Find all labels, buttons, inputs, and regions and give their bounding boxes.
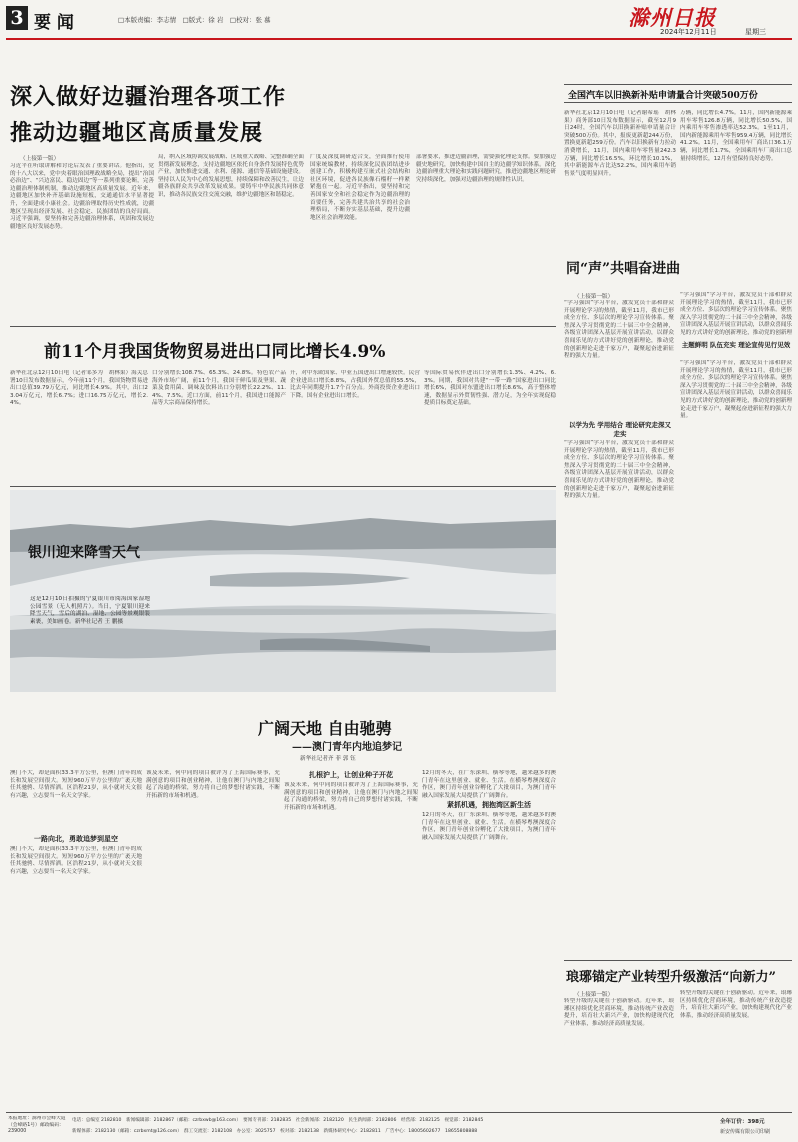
- masthead-divider: [6, 38, 792, 40]
- auto-title-rule-top: [564, 84, 792, 85]
- issue-date: 2024年12月11日: [660, 28, 717, 36]
- voice-subhead-1: 以学为先 学用结合 理论研究走深又走实: [568, 421, 672, 438]
- trade-rule-bottom: [10, 486, 556, 487]
- lead-headline-2: 推动边疆地区高质量发展: [10, 120, 264, 146]
- auto-title-rule-bottom: [564, 102, 792, 103]
- voice-headline: 同“声”共唱奋进曲: [566, 261, 681, 277]
- macao-byline: 新华社记者齐 菲 郭 钰: [300, 756, 356, 762]
- trade-column-1: 新华社北京12月10日电（记者邹多为 胡林果）海关总署10日发布数据显示，今年前11个月，我国货物贸易进出口总值39.79万亿元，同比增长4.9%。其中，出口23.04万亿元，增长6.7%；进口16.75万亿元，增长2.4%。: [10, 370, 148, 407]
- voice-column-left-2: “学习强国”学习平台，激发党员干部和群众开展理论学习的热情，截至11月，我市已形成全方位、多层次的理论学习宣传体系。聚焦深入学习贯彻党的二十届三中全会精神，各级宣讲团深入基层开展宣讲活动，以群众喜闻乐见的方式讲好党的创新理论，推动党的创新理论走进千家万户，凝聚起奋进新征程的强大力量。: [564, 440, 674, 500]
- trade-headline: 前11个月我国货物贸易进出口同比增长4.9%: [44, 342, 386, 362]
- macao-column-3: 该及未来，何中同的项目被评为了上海国际赛事，充满创意的项目和创业精神，让他在澳门与内地之间架起了沟通的桥梁，努力将自己的梦想付诸实践，不断开拓新的市场和机遇。: [284, 782, 418, 811]
- lead-column-1: 习近平在听取讲解和讨论后发表了重要讲话。他指出，党的十八大以来，党中央着眼治国理政战略全局，提出“治国必治边”、“兴边富民、稳边固边”等一系列重要论断，完善边疆治理体制机制，推动边疆地区高质量发展。近年来，边疆地区加快补齐基础设施短板，交通通信水平显著提升，全面建成小康社会。边疆治理取得历史性成就，边疆地区呈现出经济发展、社会稳定、民族团结的良好局面。习近平强调，要坚持和完善边疆治理体系，巩固和发展边疆地区良好发展态势。: [10, 163, 154, 230]
- macao-subheadline: ——澳门青年内地追梦记: [292, 742, 402, 753]
- culture-headline: 琅琊锚定产业转型升级激活“向新力”: [566, 970, 776, 985]
- macao-column-4: 12月的冬天，在广东深圳、横琴等地，越来越多的澳门青年在这里创业、就业、生活。在横琴粤澳深度合作区，澳门青年创业谷孵化了大批项目，为澳门青年融入国家发展大局提供了广阔舞台。: [422, 770, 556, 798]
- lead-column-2: 局，纳入区域协调发展战略、区域重大战略、完整准确全面贯彻新发展理念，支持边疆地区依托自身条件发展特色优势产业，加快推进交通、水利、能源、通信等基础设施建设。坚持以人民为中心的发展思想，持续保障和改善民生，让边疆各族群众共享改革发展成果。要铸牢中华民族共同体意识，推动各民族交往交流交融，维护边疆地区和谐稳定。: [158, 154, 304, 198]
- culture-column-2: 转型升级的关键在于创新驱动。近年来，琅琊区持续优化营商环境，推动传统产业改造提升，培育壮大新兴产业，加快构建现代化产业体系，推动经济高质量发展。: [680, 990, 792, 1019]
- voice-column-right-2: “学习强国”学习平台，激发党员干部和群众开展理论学习的热情，截至11月，我市已形成全方位、多层次的理论学习宣传体系。聚焦深入学习贯彻党的二十届三中全会精神，各级宣讲团深入基层开展宣讲活动，以群众喜闻乐见的方式讲好党的创新理论，推动党的创新理论走进千家万户，凝聚起奋进新征程的强大力量。: [680, 360, 792, 420]
- macao-subhead-1: 一路向北，勇敢追梦到星空: [34, 835, 118, 843]
- auto-headline: 全国汽车以旧换新补贴申请量合计突破500万份: [568, 91, 758, 101]
- footer-phones: 电话：总编室 2182810 新闻编辑部：2182867（邮箱：czrbxwb@163.com） 要闻专刊部：2182835 社会新闻部：2182120 民生新闻部：2182806 经营部：2182125 视觉部：2182845: [72, 1118, 484, 1123]
- auto-column-2: 万辆，同比增长4.7%。11月，国内新能源乘用车零售126.8万辆，同比增长50.5%，国内乘用车零售渗透率达52.3%。1至11月，国内新能源乘用车零售959.4万辆，同比增长41.2%。11月，全国乘用车厂商出口36.1万辆，同比增长1.7%，全国乘用车厂商出口总量持续增长，12月有望保持良好态势。: [680, 110, 792, 162]
- section-title: 要 闻: [34, 13, 74, 33]
- trade-rule-top: [10, 326, 556, 327]
- photo-caption: 这是12月10日拍摄的宁夏银川市阅海国家湿地公园雪景（无人机照片）。当日，宁夏银川迎来降雪天气，雪后的湖泊、湿地、公园等景观银装素裹，美如画卷。新华社记者 王 鹏摄: [30, 596, 150, 625]
- photo-headline: 银川迎来降雪天气: [28, 545, 140, 561]
- footer-address: 本报地址：滁州市会峰大道（会峰路1号）邮政编码：239000: [8, 1116, 66, 1134]
- macao-column-2: 该及未来，何中同的项目被评为了上海国际赛事，充满创意的项目和创业精神，让他在澳门与内地之间架起了沟通的桥梁，努力将自己的梦想付诸实践，不断开拓新的市场和机遇。: [146, 770, 280, 799]
- auto-column-1: 新华社北京12月10日电（记者谢希瑶 胡林果）商务部10日发布数据显示，截至12月9日24时，全国汽车以旧换新补贴申请量合计突破500万份。其中，报废更新超244万份，置换更新超259万份。汽车以旧换新有力拉动消费增长，11月，国内乘用车零售量242.3万辆，同比增长16.5%，环比增长10.1%，其中新能源车占比达52.2%，国内乘用车销售景气度明显回升。: [564, 110, 676, 177]
- footer-printer: 新安传媒有限公司印刷: [720, 1129, 771, 1135]
- page-number-badge: 3: [6, 6, 28, 30]
- voice-column-left: “学习强国”学习平台，激发党员干部和群众开展理论学习的热情，截至11月，我市已形成全方位、多层次的理论学习宣传体系。聚焦深入学习贯彻党的二十届三中全会精神，各级宣讲团深入基层开展宣讲活动，以群众喜闻乐见的方式讲好党的创新理论，推动党的创新理论走进千家万户，凝聚起奋进新征程的强大力量。: [564, 300, 674, 360]
- voice-intro: （上接第一版）: [574, 294, 614, 300]
- macao-subhead-2: 扎根沪上，让创业种子开花: [309, 771, 393, 779]
- culture-rule-top: [564, 960, 792, 961]
- paper-name-logo: 滁州日报: [628, 5, 716, 30]
- lead-headline-1: 深入做好边疆治理各项工作: [10, 84, 287, 110]
- trade-column-3: 升，对中东欧国家、中亚五国进出口增速较快。民营企业进出口增长8.8%，占我国外贸总值的55.5%，比去年同期提升1.7个百分点。外商投资企业进出口下降。国有企业进出口增长。: [290, 370, 420, 399]
- culture-column-1: 转型升级的关键在于创新驱动。近年来，琅琊区持续优化营商环境，推动传统产业改造提升，培育壮大新兴产业，加快构建现代化产业体系，推动经济高质量发展。: [564, 998, 674, 1027]
- footer-phones-2: 新媒体部：2182130（邮箱：czrbxmt@126.com） 群工交流室：2182108 办公室：3025757 校对部：2182138 新媒体研究中心：2182811 广告中心：18005602677 18655808888: [72, 1129, 478, 1134]
- voice-subhead-2: 主题鲜明 队伍充实 理论宣传见行见效: [681, 341, 791, 349]
- footer-rule: [6, 1112, 792, 1113]
- lead-intro: （上接第一版）: [20, 156, 60, 162]
- lead-column-4: 部署要求，推进边疆治理，需要强化理论支撑。要加强边疆史地研究，加快构建中国自主的边疆学知识体系。深化边疆治理重大理论和实践问题研究，推进边疆地区理论研究持续深化，加强对边疆治理的规律性认识。: [416, 154, 556, 183]
- macao-column-1: 澳门不大，却是面积33.3平方公里，但澳门青年的成长和发展空间很大。短短960万平方公里的广袤天地任其驰骋、尽情挥洒。区浩程21岁，从小就对天文很有兴趣，立志要当一名天文学家。: [10, 770, 142, 799]
- trade-column-4: 等国际贸易伙伴进出口分别增长1.3%、4.2%、6.3%。同期，我国对共建“一带一路”国家进出口同比增长6%，我国对东盟进出口增长8.6%，高于整体增速，数据显示外贸韧性强、潜力足，为全年实现促稳提质目标奠定基础。: [424, 370, 556, 407]
- issue-weekday: 星期三: [745, 28, 766, 36]
- footer-price: 全年订价：398元: [720, 1119, 765, 1125]
- macao-headline: 广阔天地 自由驰骋: [258, 719, 392, 738]
- macao-column-1b: 澳门不大，却是面积33.3平方公里，但澳门青年的成长和发展空间很大。短短960万平方公里的广袤天地任其驰骋、尽情挥洒。区浩程21岁，从小就对天文很有兴趣，立志要当一名天文学家。: [10, 846, 142, 875]
- macao-column-4b: 12月的冬天，在广东深圳、横琴等地，越来越多的澳门青年在这里创业、就业、生活。在横琴粤澳深度合作区，澳门青年创业谷孵化了大批项目，为澳门青年融入国家发展大局提供了广阔舞台。: [422, 812, 556, 841]
- trade-column-2: 口分别增长108.7%、65.3%、24.8%。特色农产品海外市场广阔，前11个月，我国干鲜瓜果及坚果、蔬菜及食用菌、调味及饮料出口分别增长22.2%、11.4%、7.5%。近口方面，前11个月，我国进口能源产品等大宗商品保持增长。: [152, 370, 286, 407]
- editors-line: □本版责编：李志情 □版式：徐 岩 □校对：张 慕: [118, 16, 271, 24]
- macao-subhead-3: 紧抓机遇，拥抱湾区新生活: [447, 801, 531, 809]
- masthead: [0, 0, 798, 36]
- lead-column-3: 广度及深度调研适合支，全面推行使用国家统编教材，持续深化民族团结进步创建工作，积极构建互嵌式社会结构和社区环境，促进各民族像石榴籽一样紧紧抱在一起。习近平指出，要坚持和完善国家安全和社会稳定作为边疆治理的首要任务，完善共建共治共享的社会治理格局，不断夯实基层基础，提升边疆地区社会治理效能。: [310, 154, 410, 221]
- culture-intro: （上接第一版）: [574, 992, 614, 998]
- voice-column-right: “学习强国”学习平台，激发党员干部和群众开展理论学习的热情，截至11月，我市已形成全方位、多层次的理论学习宣传体系。聚焦深入学习贯彻党的二十届三中全会精神，各级宣讲团深入基层开展宣讲活动，以群众喜闻乐见的方式讲好党的创新理论，推动党的创新理: [680, 292, 792, 336]
